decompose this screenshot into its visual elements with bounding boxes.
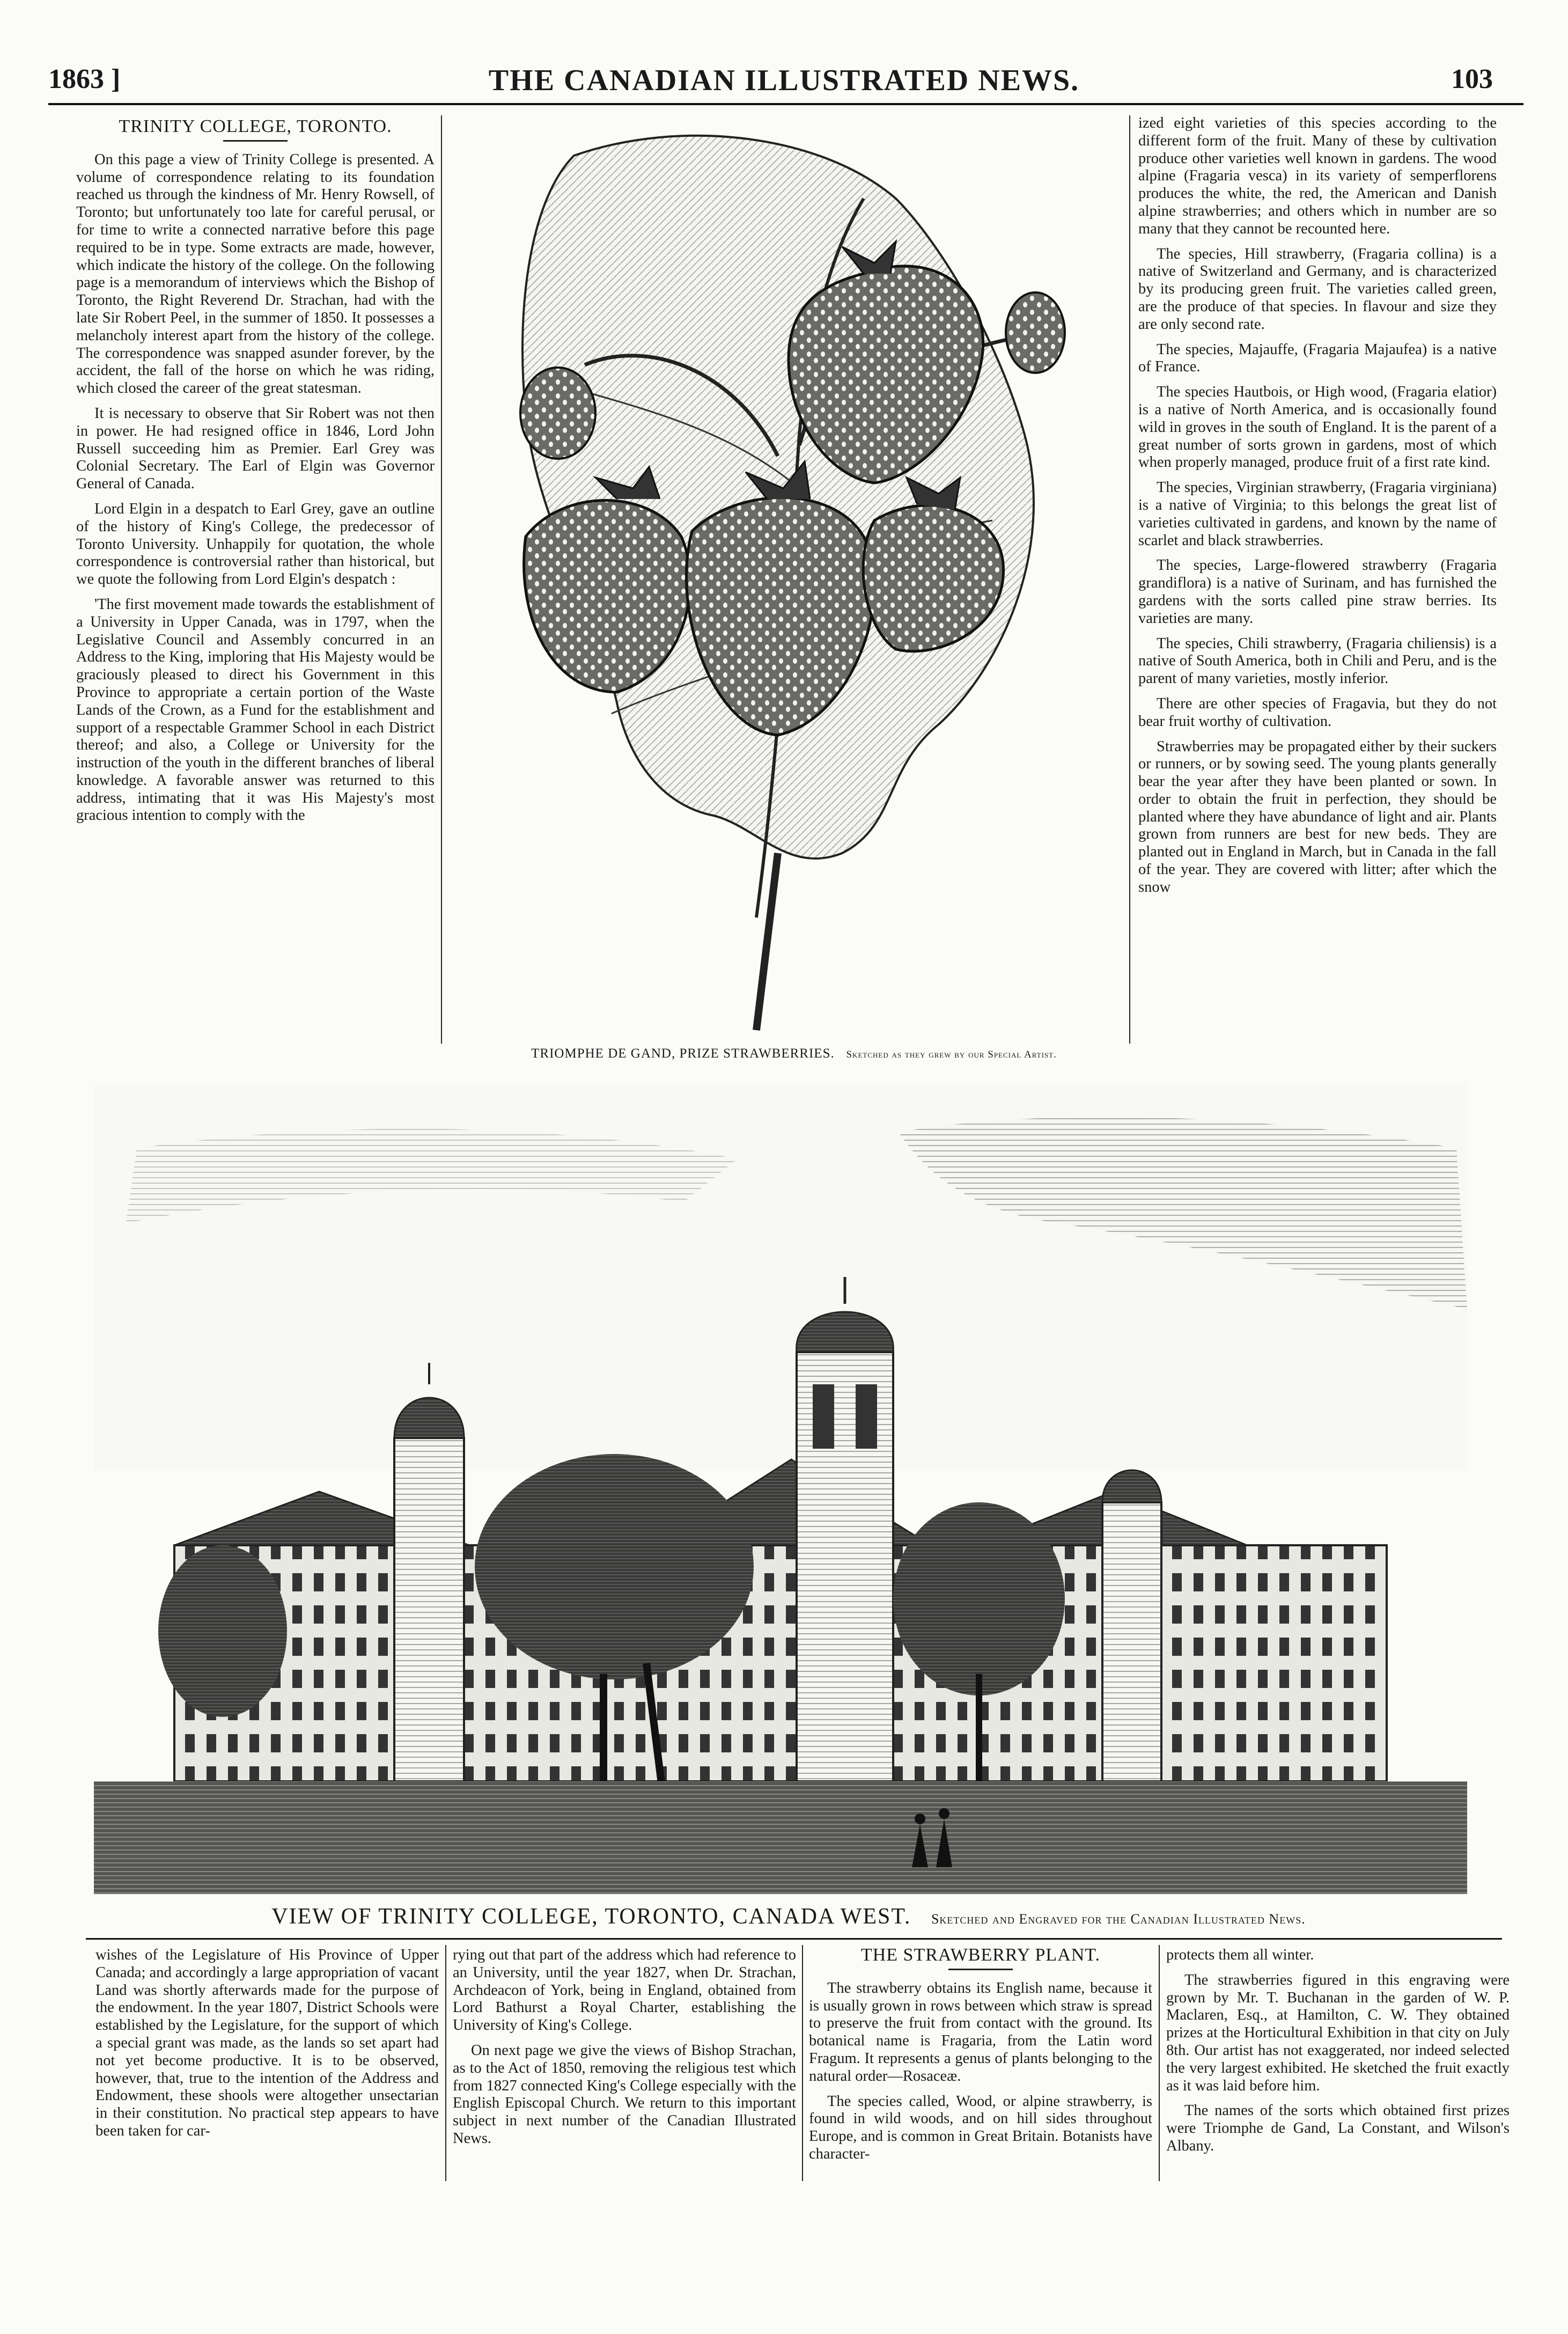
trinity-paragraph: On next page we give the views of Bishop Strachan, as to the Act of 1850, removing the religious test which from 1827 connected King's College especially with the English Episcopal Church. We return to this important subject in next number of the Canadian Illustrated News. (453, 2042, 796, 2147)
column-rule (441, 115, 442, 1044)
strawberry-caption-credit: Sketched as they grew by our Special Artist. (846, 1049, 1057, 1060)
masthead-rule (48, 103, 1523, 105)
strawberry-article-heading: THE STRAWBERRY PLANT. (860, 1945, 1101, 1965)
strawberry-paragraph: The species, Majauffe, (Fragaria Majaufea) is a native of France. (1138, 341, 1497, 376)
strawberry-paragraph: The species, Hill strawberry, (Fragaria collina) is a native of Switzerland and Germany, and is characterized by its producing green fruit. The varieties called green, are the produce of that species. In flavour and size they are only second rate. (1138, 245, 1497, 333)
trinity-article-heading: TRINITY COLLEGE, TORONTO. (119, 116, 392, 136)
strawberry-paragraph: The species, Chili strawberry, (Fragaria chiliensis) is a native of South America, both in Chili and Peru, and is the parent of many varieties, mostly inferior. (1138, 635, 1497, 687)
column-rule (802, 1945, 803, 2181)
heading-rule (948, 1969, 1013, 1970)
heading-rule (223, 140, 288, 142)
college-caption-credit: Sketched and Engraved for the Canadian Illustrated News. (931, 1911, 1306, 1927)
trinity-paragraph: rying out that part of the address which had reference to an University, until the year 1827, when Dr. Strachan, Archdeacon of York, being in England, obtained from Lord Bathurst a Royal Charter, establishing the University of King's College. (453, 1947, 796, 2034)
section-rule (86, 1938, 1502, 1940)
strawberry-closing-column (1166, 1947, 1510, 2163)
newspaper-title: THE CANADIAN ILLUSTRATED NEWS. (488, 64, 1080, 97)
trinity-quote: 'The first movement made towards the establishment of a University in Upper Canada, was in 1797, when the Legislative Council and Assembly concurred in an Address to the King, imploring that His Majesty would be graciously pleased to direct his Government in this Province to appropriate a certain portion of the Waste Lands of the Crown, as a Fund for the establishment and support of a respectable Grammer School in each District thereof; and also, a College or University for the instruction of the youth in the different branches of liberal knowledge. A favorable answer was returned to this address, intimating that it was His Majesty's most gracious intention to comply with the (76, 596, 435, 824)
college-caption (64, 1904, 1513, 1929)
strawberry-species-column (1138, 115, 1497, 904)
trinity-paragraph: On this page a view of Trinity College is presented. A volume of correspondence relating to its foundation reached us through the kindness of Mr. Henry Rowsell, of Toronto; but unfortunately too late for careful perusal, or for time to write a connected narrative before this page required to be in type. Some extracts are made, however, which indicate the history of the college. On the following page is a memorandum of interviews which the Bishop of Toronto, the Right Reverend Dr. Strachan, had with the late Sir Robert Peel, in the summer of 1850. It possesses a melancholy interest apart from the history of the college. The correspondence was snapped asunder forever, by the accident, the fall of the horse on which he was riding, which closed the career of the great statesman. (76, 151, 435, 397)
college-engraving (94, 1084, 1467, 1894)
column-rule (1129, 115, 1130, 1044)
strawberry-illustration (456, 113, 1127, 1036)
trinity-article-column (76, 118, 435, 832)
column-rule (445, 1945, 446, 2181)
strawberry-paragraph: The strawberry obtains its English name, because it is usually grown in rows between which straw is spread to preserve the fruit from contact with the ground. Its botanical name is Fragaria, from the Latin word Fragum. It represents a genus of plants belonging to the natural order—Rosaceæ. (809, 1979, 1152, 2085)
strawberry-paragraph: The species, Virginian strawberry, (Fragaria virginiana) is a native of Virginia; to this belongs the great list of varieties cultivated in gardens, and known by the name of scarlet and black strawberries. (1138, 479, 1497, 549)
trinity-continuation-2 (453, 1947, 796, 2155)
page-number: 103 (1451, 64, 1493, 94)
trinity-paragraph: Lord Elgin in a despatch to Earl Grey, gave an outline of the history of King's College, the predecessor of Toronto University. Unhappily for quotation, the whole correspondence is controversial rather than historical, but we quote the following from Lord Elgin's despatch : (76, 500, 435, 588)
strawberry-paragraph: The names of the sorts which obtained first prizes were Triomphe de Gand, La Constant, and Wilson's Albany. (1166, 2102, 1510, 2154)
strawberry-paragraph: Strawberries may be propagated either by their suckers or runners, or by sowing seed. The young plants generally bear the year after they have been planted or sown. In order to obtain the fruit in perfection, they should be planted where they have abundance of light and air. Plants grown from runners are best for new beds. They are planted out in England in March, but in Canada in the fall of the year. They are covered with litter; after which the snow (1138, 738, 1497, 896)
trinity-paragraph: It is necessary to observe that Sir Robert was not then in power. He had resigned office in 1846, Lord John Russell succeeding him as Premier. Earl Grey was Colonial Secretary. The Earl of Elgin was Governor General of Canada. (76, 405, 435, 493)
strawberry-paragraph: The strawberries figured in this engraving were grown by Mr. T. Buchanan in the garden of W. P. Maclaren, Esq., at Hamilton, C. W. They obtained prizes at the Horticultural Exhibition in that city on July 8th. Our artist has not exaggerated, nor indeed selected the very largest exhibited. He sketched the fruit exactly as it was laid before him. (1166, 1971, 1510, 2094)
strawberry-paragraph: The species called, Wood, or alpine strawberry, is found in wild woods, and on hill sides throughout Europe, and is common in Great Britain. Botanists have character- (809, 2093, 1152, 2162)
strawberry-caption-title: TRIOMPHE DE GAND, PRIZE STRAWBERRIES. (531, 1046, 835, 1061)
strawberry-paragraph: There are other species of Fragavia, but they do not bear fruit worthy of cultivation. (1138, 695, 1497, 730)
trinity-college-illustration (94, 1084, 1467, 1894)
strawberry-engraving (456, 113, 1127, 1036)
strawberry-paragraph: The species Hautbois, or High wood, (Fragaria elatior) is a native of North America, and is occasionally found wild in groves in the south of England. It is the parent of a great number of sorts grown in gardens, most of which when properly managed, produce fruit of a first rate kind. (1138, 384, 1497, 471)
column-rule (1159, 1945, 1160, 2181)
strawberry-paragraph: protects them all winter. (1166, 1947, 1314, 1963)
trinity-continuation-1 (95, 1947, 439, 2148)
trinity-paragraph: wishes of the Legislature of His Province of Upper Canada; and accordingly a large appropriation of vacant Land was shortly afterwards made for the purpose of the endowment. In the year 1807, District Schools were established by the Legislature, for the support of which a special grant was made, as the lands so set apart had not yet become productive. It is to be observed, however, that, true to the intention of the Address and Endowment, these shools were altogether unsectarian in their constitution. No practical step appears to have been taken for car- (95, 1947, 439, 2139)
strawberry-paragraph: ized eight varieties of this species according to the different form of the fruit. Many of these by cultivation produce other varieties well known in gardens. The wood alpine (Fragaria vesca) in its variety of semperflorens produces the white, the red, the American and Danish alpine strawberries; and others which in number are so many that they cannot be recounted here. (1138, 115, 1497, 237)
strawberry-paragraph: The species, Large-flowered strawberry (Fragaria grandiflora) is a native of Surinam, and has furnished the gardens with the sorts called pine straw berries. Its varieties are many. (1138, 557, 1497, 627)
issue-year: 1863 ] (48, 64, 121, 94)
strawberry-intro-column (809, 1947, 1152, 2171)
strawberry-caption (440, 1046, 1148, 1061)
college-caption-title: VIEW OF TRINITY COLLEGE, TORONTO, CANADA WEST. (271, 1904, 911, 1929)
